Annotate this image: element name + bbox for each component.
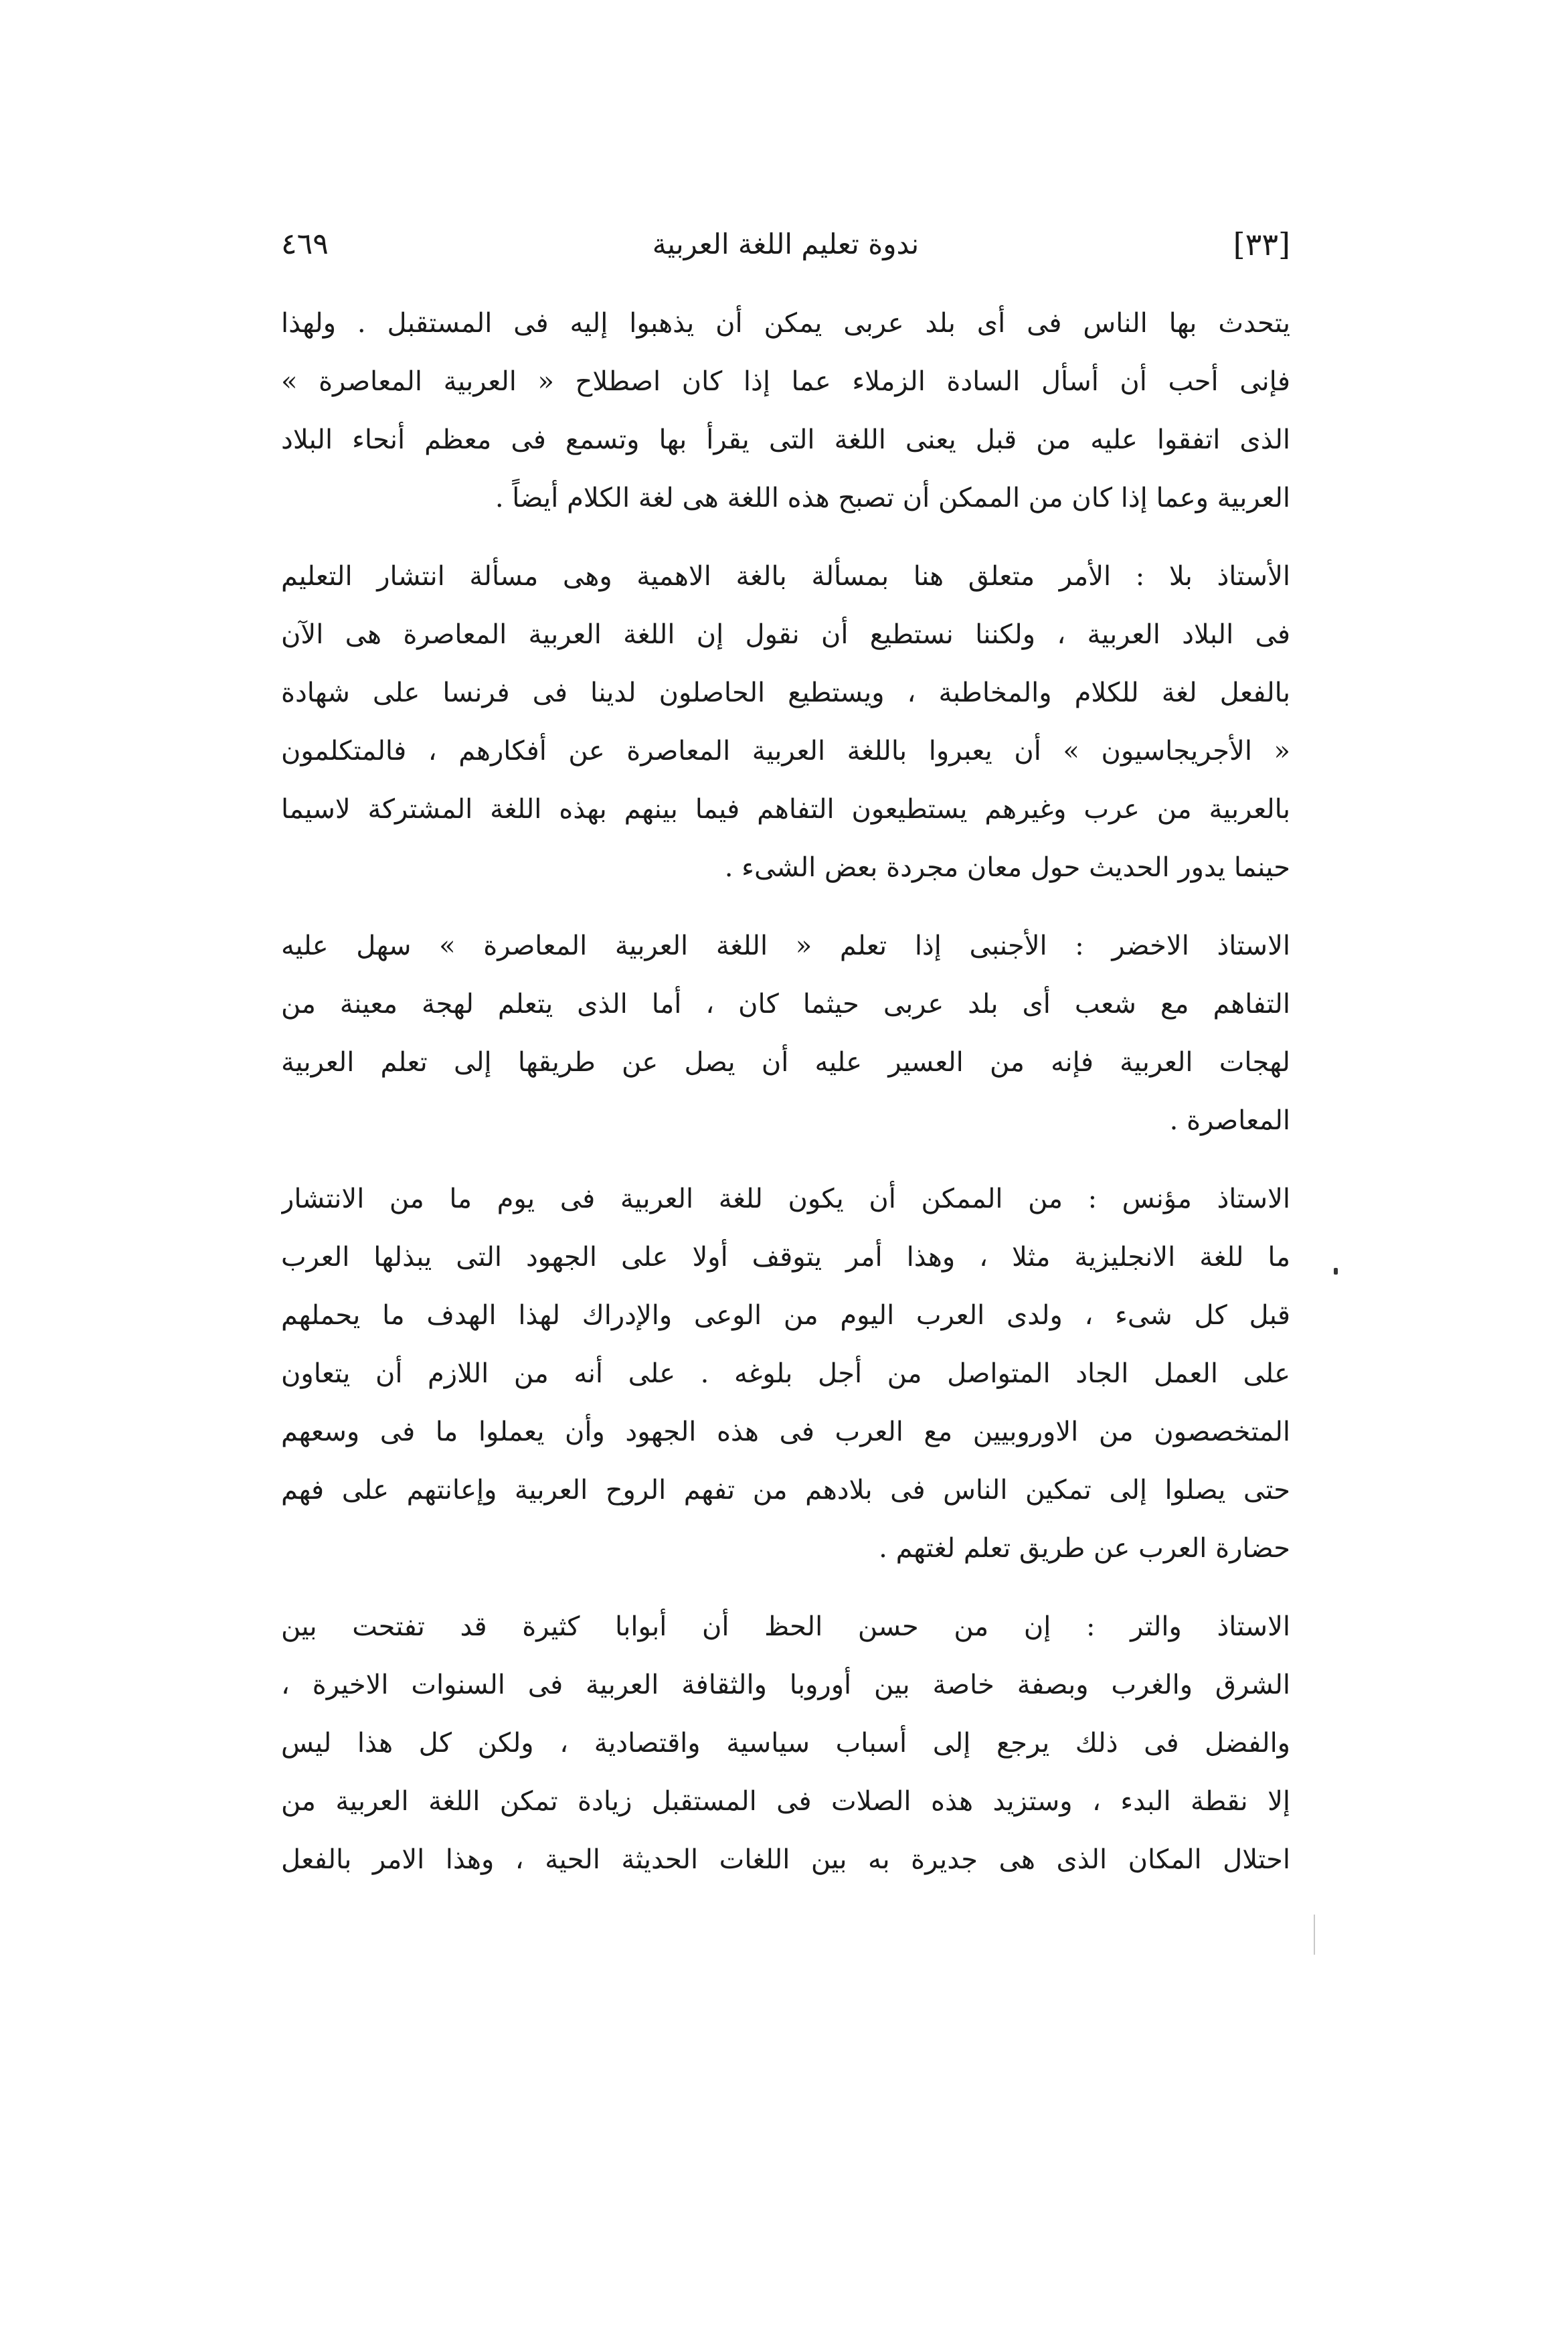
body-text: [281, 295, 1290, 1909]
margin-tick-mark: [1314, 1915, 1315, 1955]
text-line: بالفعل لغة للكلام والمخاطبة ، ويستطيع الحاصلون لدينا فى فرنسا على شهادة: [281, 677, 1290, 708]
text-line: إلا نقطة البدء ، وستزيد هذه الصلات فى المستقبل زيادة تمكن اللغة العربية من: [281, 1786, 1290, 1817]
text-line: حينما يدور الحديث حول معان مجردة بعض الشىء .: [724, 852, 1290, 883]
paragraph-mounes: [281, 1170, 1290, 1578]
text-line: على العمل الجاد المتواصل من أجل بلوغه . على أنه من اللازم أن يتعاون: [281, 1358, 1290, 1389]
paragraph-bla: [281, 548, 1290, 897]
text-line: التفاهم مع شعب أى بلد عربى حيثما كان ، أما الذى يتعلم لهجة معينة من: [281, 989, 1290, 1020]
text-line: ما للغة الانجليزية مثلا ، وهذا أمر يتوقف أولا على الجهود التى يبذلها العرب: [281, 1242, 1290, 1273]
text-line: الأستاذ بلا : الأمر متعلق هنا بمسألة بالغة الاهمية وهى مسألة انتشار التعليم: [281, 561, 1290, 592]
text-line: الاستاذ والتر : إن من حسن الحظ أن أبوابا كثيرة قد تفتحت بين: [281, 1611, 1290, 1642]
section-number: [٣٣]: [1233, 226, 1290, 262]
text-line: الاستاذ الاخضر : الأجنبى إذا تعلم « اللغة العربية المعاصرة » سهل عليه: [281, 930, 1290, 961]
running-title: ندوة تعليم اللغة العربية: [652, 228, 920, 260]
text-line: المتخصصون من الاوروبيين مع العرب فى هذه الجهود وأن يعملوا ما فى وسعهم: [281, 1416, 1290, 1447]
paragraph-intro: [281, 295, 1290, 528]
text-line: فى البلاد العربية ، ولكننا نستطيع أن نقول إن اللغة العربية المعاصرة هى الآن: [281, 619, 1290, 650]
text-line: الشرق والغرب وبصفة خاصة بين أوروبا والثقافة العربية فى السنوات الاخيرة ،: [281, 1670, 1290, 1700]
text-line: حتى يصلوا إلى تمكين الناس فى بلادهم من تفهم الروح العربية وإعانتهم على فهم: [281, 1475, 1290, 1506]
text-line: والفضل فى ذلك يرجع إلى أسباب سياسية واقتصادية ، ولكن كل هذا ليس: [281, 1728, 1290, 1759]
text-line: حضارة العرب عن طريق تعلم لغتهم .: [879, 1533, 1290, 1564]
text-line: يتحدث بها الناس فى أى بلد عربى يمكن أن يذهبوا إليه فى المستقبل . ولهذا: [281, 308, 1290, 339]
text-line: فإنى أحب أن أسأل السادة الزملاء عما إذا كان اصطلاح « العربية المعاصرة »: [281, 366, 1290, 397]
text-line: العربية وعما إذا كان من الممكن أن تصبح هذه اللغة هى لغة الكلام أيضاً .: [495, 483, 1290, 513]
text-line: احتلال المكان الذى هى جديرة به بين اللغات الحديثة الحية ، وهذا الامر بالفعل: [281, 1844, 1290, 1875]
text-line: بالعربية من عرب وغيرهم يستطيعون التفاهم فيما بينهم بهذه اللغة المشتركة لاسيما: [281, 794, 1290, 825]
text-line: المعاصرة .: [1169, 1105, 1290, 1136]
text-line: الذى اتفقوا عليه من قبل يعنى اللغة التى يقرأ بها وتسمع فى معظم أنحاء البلاد: [281, 424, 1290, 455]
margin-dot-mark: [1334, 1268, 1338, 1275]
text-line: « الأجريجاسيون » أن يعبروا باللغة العربية المعاصرة عن أفكارهم ، فالمتكلمون: [281, 736, 1290, 766]
running-header: [281, 221, 1290, 268]
text-line: لهجات العربية فإنه من العسير عليه أن يصل عن طريقها إلى تعلم العربية: [281, 1047, 1290, 1078]
page-number: ٤٦٩: [281, 227, 329, 261]
text-line: قبل كل شىء ، ولدى العرب اليوم من الوعى والإدراك لهذا الهدف ما يحملهم: [281, 1300, 1290, 1331]
paragraph-walter: [281, 1598, 1290, 1889]
text-line: الاستاذ مؤنس : من الممكن أن يكون للغة العربية فى يوم ما من الانتشار: [281, 1184, 1290, 1214]
paragraph-akhdar: [281, 917, 1290, 1150]
